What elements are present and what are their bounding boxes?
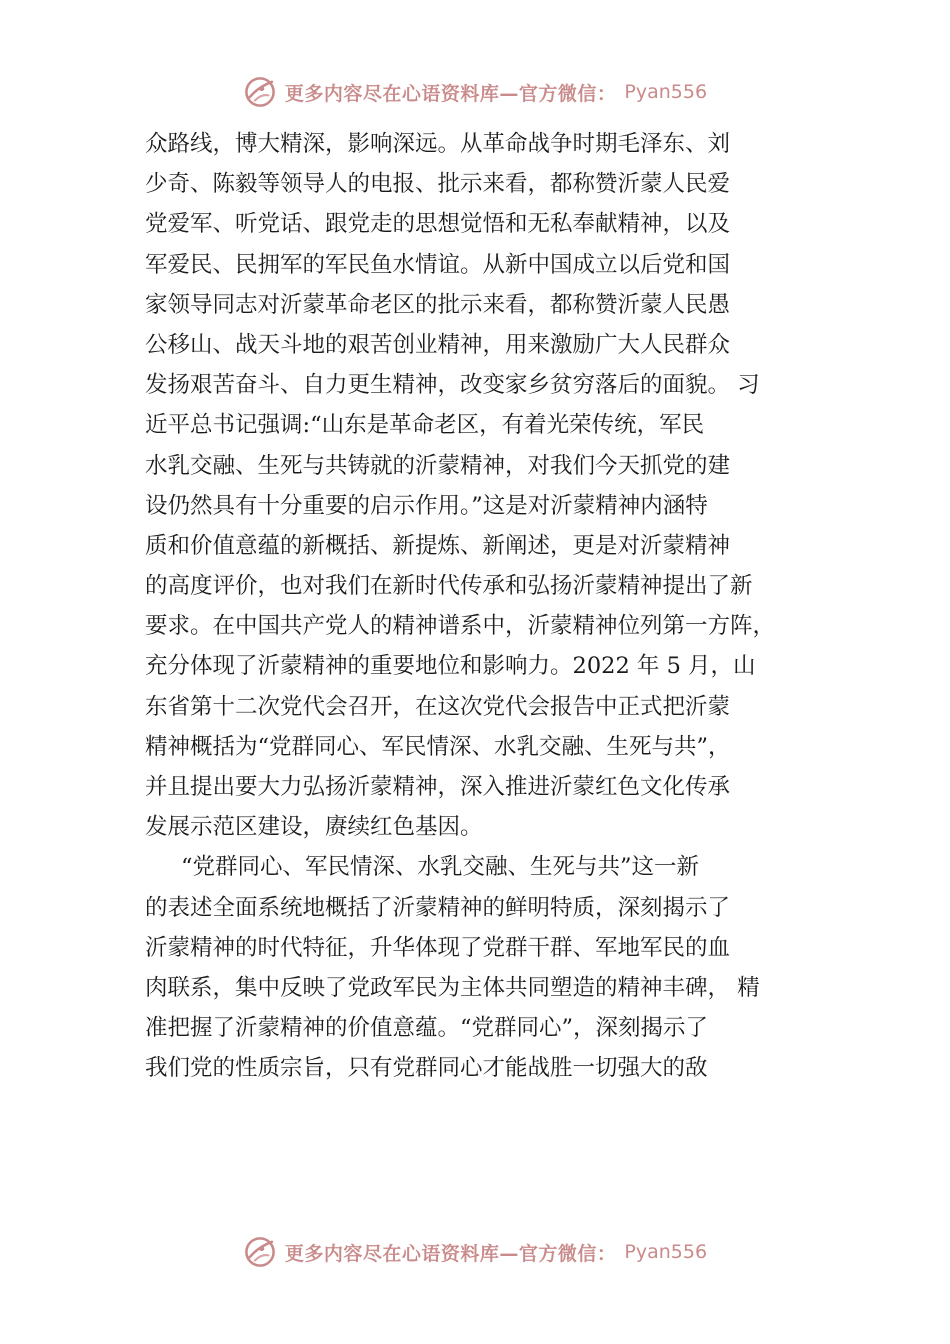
body-text-line: 肉联系，集中反映了党政军民为主体共同塑造的精神丰碑， 精 [145,974,760,1001]
body-text-line: 少奇、陈毅等领导人的电报、批示来看，都称赞沂蒙人民爱 [145,171,731,198]
footer-watermark [0,1232,950,1272]
body-text-line: 发展示范区建设，赓续红色基因。 [145,814,483,841]
body-text-line: 我们党的性质宗旨，只有党群同心才能战胜一切强大的敌 [145,1055,708,1082]
body-text-line: 众路线，博大精深，影响深远。从革命战争时期毛泽东、刘 [145,131,731,157]
document-body [145,124,835,1089]
body-text-line: 东省第十二次党代会召开，在这次党代会报告中正式把沂蒙 [145,693,731,720]
body-text-line: 发扬艰苦奋斗、自力更生精神，改变家乡贫穷落后的面貌。 习 [145,372,760,399]
body-text-line: 军爱民、民拥军的军民鱼水情谊。从新中国成立以后党和国 [145,251,731,278]
body-text-line: 水乳交融、生死与共铸就的沂蒙精神，对我们今天抓党的建 [145,452,731,479]
header-watermark [0,72,950,112]
body-text-line: 公移山、战天斗地的艰苦创业精神，用来激励广大人民群众 [145,331,731,358]
body-text-line: 的表述全面系统地概括了沂蒙精神的鲜明特质，深刻揭示了 [145,894,731,921]
body-text-line: 要求。在中国共产党人的精神谱系中，沂蒙精神位列第一方阵， [145,613,776,640]
body-text-line: 设仍然具有十分重要的启示作用。”这是对沂蒙精神内涵特 [145,492,708,519]
body-text-line: 的高度评价，也对我们在新时代传承和弘扬沂蒙精神提出了新 [145,573,753,600]
brand-logo-icon [243,75,277,109]
watermark-wechat-id: Pyan556 [624,81,708,103]
body-text-line: 沂蒙精神的时代特征，升华体现了党群干群、军地军民的血 [145,934,731,961]
body-text-line: 党爱军、听党话、跟党走的思想觉悟和无私奉献精神，以及 [145,211,731,238]
body-text-line: 准把握了沂蒙精神的价值意蕴。“党群同心”，深刻揭示了 [145,1015,709,1042]
body-text-line: 家领导同志对沂蒙革命老区的批示来看，都称赞沂蒙人民愚 [145,291,731,318]
body-text-line: 近平总书记强调:“山东是革命老区，有着光荣传统，军民 [145,412,705,439]
brand-logo-icon [243,1235,277,1269]
body-text-line: 充分体现了沂蒙精神的重要地位和影响力。2022 年 5 月，山 [145,653,756,680]
body-text-line: “党群同心、军民情深、水乳交融、生死与共”这一新 [181,854,700,881]
body-text-line: 并且提出要大力弘扬沂蒙精神，深入推进沂蒙红色文化传承 [145,774,731,800]
body-text-line: 精神概括为“党群同心、军民情深、水乳交融、生死与共”， [145,733,731,760]
watermark-text: 更多内容尽在心语资料库—官方微信： [284,82,617,105]
watermark-text: 更多内容尽在心语资料库—官方微信： [284,1242,617,1265]
body-text-line: 质和价值意蕴的新概括、新提炼、新阐述，更是对沂蒙精神 [145,532,731,559]
watermark-wechat-id: Pyan556 [624,1241,708,1263]
